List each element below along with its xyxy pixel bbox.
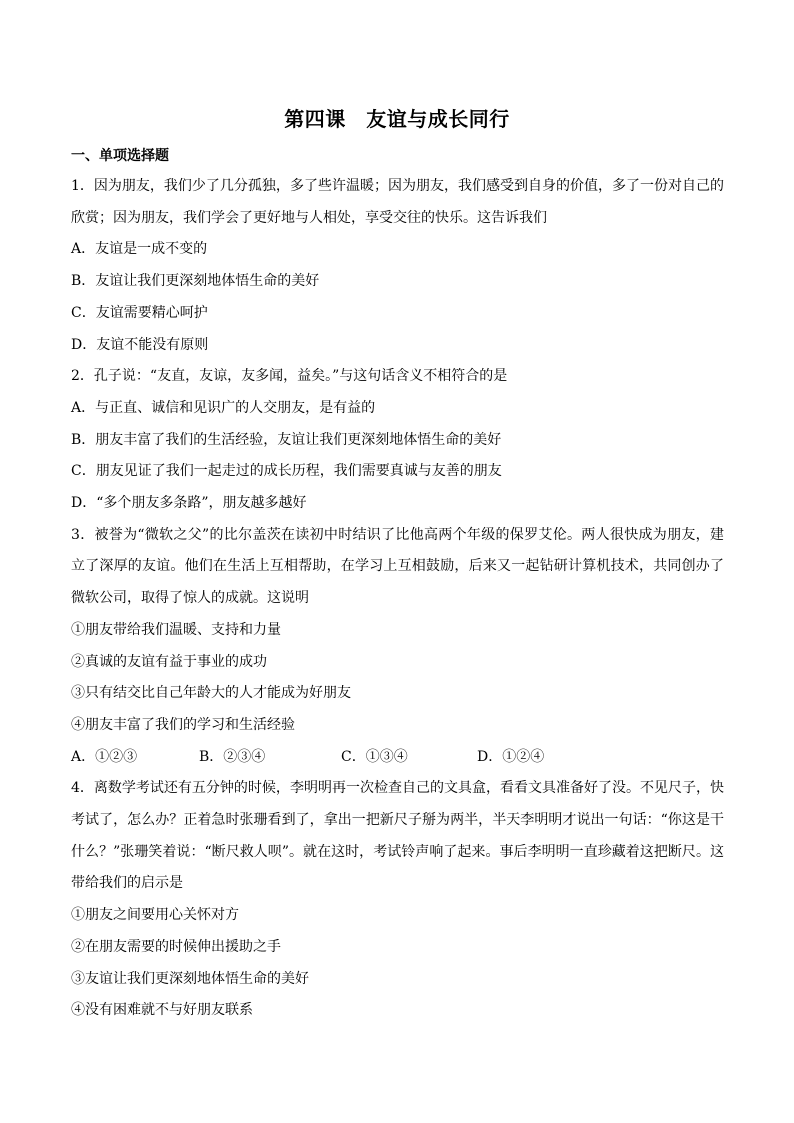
question-2 <box>71 361 724 520</box>
question-list <box>71 171 724 1027</box>
statement-2: ②在朋友需要的时候伸出援助之手 <box>71 938 281 955</box>
statement-4: ④没有困难就不与好朋友联系 <box>71 1002 253 1019</box>
page-title: 第四课 友谊与成长同行 <box>284 107 510 131</box>
statement-4: ④朋友丰富了我们的学习和生活经验 <box>71 716 295 733</box>
question-stem: 4．离数学考试还有五分钟的时候，李明明再一次检查自己的文具盒，看看文具准备好了没。不见尺子，快考试了，怎么办？正着急时张珊看到了，拿出一把新尺子掰为两半，半天李明明才说出一句话：“你这是干什么？”张珊笑着说：“断尺救人呗”。就在这时，考试铃声响了起来。事后李明明一直珍藏着这把断尺。这带给我们的启示是 <box>71 780 724 892</box>
option-b: B．友谊让我们更深刻地体悟生命的美好 <box>71 273 320 290</box>
option-a: A．与正直、诚信和见识广的人交朋友，是有益的 <box>71 399 376 416</box>
option-b: B．朋友丰富了我们的生活经验，友谊让我们更深刻地体悟生命的美好 <box>71 431 502 448</box>
question-4 <box>71 773 724 1027</box>
option-row <box>71 742 724 774</box>
statement-2: ②真诚的友谊有益于事业的成功 <box>71 653 267 670</box>
option-b: B．②③④ <box>199 748 266 765</box>
question-stem: 1．因为朋友，我们少了几分孤独，多了些许温暖；因为朋友，我们感受到自身的价值，多了一份对自己的欣赏；因为朋友，我们学会了更好地与人相处，享受交往的快乐。这告诉我们 <box>71 178 724 226</box>
option-c: C．①③④ <box>341 748 408 765</box>
question-3 <box>71 520 724 774</box>
question-stem: 3．被誉为“微软之父”的比尔盖茨在读初中时结识了比他高两个年级的保罗艾伦。两人很快成为朋友，建立了深厚的友谊。他们在生活上互相帮助，在学习上互相鼓励，后来又一起钻研计算机技术，共同创办了微软公司，取得了惊人的成就。这说明 <box>71 526 724 607</box>
question-stem: 2．孔子说：“友直，友谅，友多闻，益矣。”与这句话含义不相符合的是 <box>71 368 508 385</box>
option-c: C．朋友见证了我们一起走过的成长历程，我们需要真诚与友善的朋友 <box>71 463 502 480</box>
option-c: C．友谊需要精心呵护 <box>71 304 208 321</box>
statement-1: ①朋友之间要用心关怀对方 <box>71 907 239 924</box>
option-d: D．“多个朋友多条路”，朋友越多越好 <box>71 495 307 512</box>
statement-1: ①朋友带给我们温暖、支持和力量 <box>71 621 281 638</box>
statement-3: ③只有结交比自己年龄大的人才能成为好朋友 <box>71 685 351 702</box>
question-1 <box>71 171 724 361</box>
statement-3: ③友谊让我们更深刻地体悟生命的美好 <box>71 970 309 987</box>
option-a: A．友谊是一成不变的 <box>71 241 208 258</box>
section-heading: 一、单项选择题 <box>71 148 169 164</box>
option-a: A．①②③ <box>71 748 138 765</box>
option-d: D．①②④ <box>477 748 545 765</box>
option-d: D．友谊不能没有原则 <box>71 336 209 353</box>
